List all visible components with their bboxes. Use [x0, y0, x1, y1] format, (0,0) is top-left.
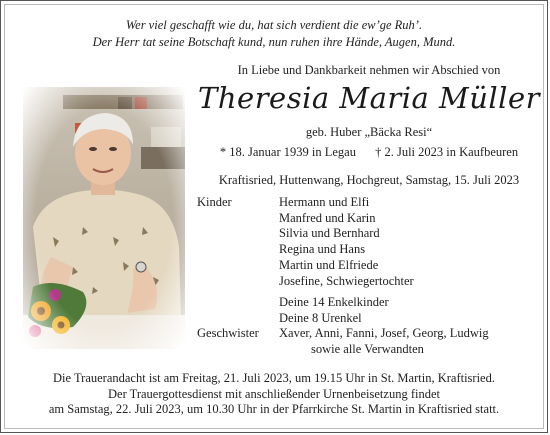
- service-line-3: am Samstag, 22. Juli 2023, um 10.30 Uhr in der Pfarrkirche St. Martin in Kraftisried statt.: [48, 402, 500, 416]
- birth-name: geb. Huber „Bäcka Resi“: [305, 125, 433, 139]
- service-line-2: Der Trauergottesdienst mit anschließender Urnenbeisetzung findet: [108, 386, 440, 401]
- portrait-photo: [23, 87, 185, 349]
- verse-line-2: Der Herr tat seine Botschaft kund, nun ruhen ihre Hände, Augen, Mund.: [92, 35, 456, 49]
- places-date: Kraftisried, Huttenwang, Hochgreut, Samstag, 15. Juli 2023: [218, 173, 520, 187]
- siblings: Xaver, Anni, Fanni, Josef, Georg, Ludwig: [279, 326, 489, 340]
- relatives: sowie alle Verwandten: [311, 341, 424, 356]
- birth-date: * 18. Januar 1939 in Legau: [219, 145, 356, 159]
- service-info: [1, 371, 547, 418]
- great-grandchildren: Deine 8 Urenkel: [279, 310, 362, 325]
- child-2: Manfred und Karin: [279, 210, 376, 225]
- portrait-image: [23, 87, 185, 349]
- life-dates: [191, 145, 547, 160]
- child-6: Josefine, Schwiegertochter: [279, 273, 414, 288]
- child-4: Regina und Hans: [279, 242, 366, 257]
- death-date: † 2. Juli 2023 in Kaufbeuren: [375, 145, 519, 159]
- service-line-1: Die Trauerandacht ist am Freitag, 21. Juli 2023, um 19.15 Uhr in St. Martin, Kraftisried.: [53, 371, 495, 385]
- children-label: Kinder: [197, 195, 232, 209]
- child-3: Silvia und Bernhard: [279, 226, 380, 241]
- child-1: Hermann und Elfi: [279, 195, 370, 209]
- intro-text: In Liebe und Dankbarkeit nehmen wir Abschied von: [237, 63, 501, 77]
- child-5: Martin und Elfriede: [279, 257, 379, 272]
- children-list: [279, 195, 414, 327]
- siblings-list: [279, 326, 489, 357]
- siblings-label: Geschwister: [197, 326, 259, 340]
- verse-line-1: Wer viel geschafft wie du, hat sich verdient die ew’ge Ruh’.: [125, 18, 423, 32]
- grandchildren: Deine 14 Enkelkinder: [279, 295, 389, 310]
- deceased-name: Theresia Maria Müller: [198, 81, 540, 115]
- verse: [1, 17, 547, 51]
